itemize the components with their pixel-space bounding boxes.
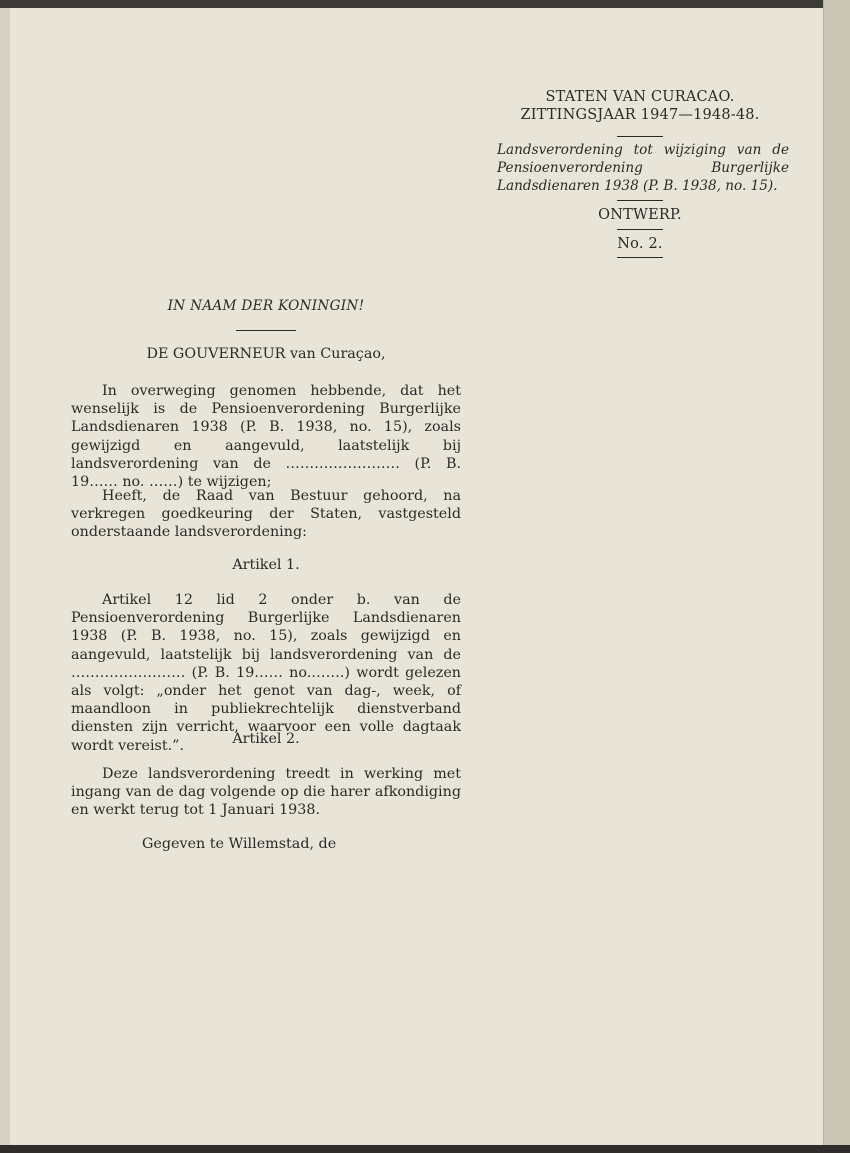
- draft-label: ONTWERP.: [598, 207, 682, 223]
- header-rule-4: [617, 257, 663, 258]
- article-2-text: Deze landsverordening treedt in werking met ingang van de dag volgende op die harer afkondiging en werkt terug tot 1 Januari 1938.: [71, 766, 461, 819]
- header-rule-2: [617, 200, 663, 201]
- header-title: STATEN VAN CURACAO.: [545, 89, 735, 105]
- page-edge-left: [0, 0, 10, 1153]
- header-block: [495, 89, 785, 137]
- enacting-clause: [71, 487, 461, 542]
- header-subject: Landsverordening tot wijziging van de Pensioenverordening Burgerlijke Landsdienaren 1938 (P. B. 1938, no. 15).: [497, 142, 789, 194]
- given-line: Gegeven te Willemstad, de: [142, 836, 337, 852]
- article-1-heading: Artikel 1.: [232, 557, 300, 573]
- page-edge-bottom: [0, 1145, 850, 1153]
- preamble: [71, 382, 461, 491]
- article-2: [71, 765, 461, 820]
- header-rule-1: [617, 136, 663, 137]
- invocation-rule: [236, 330, 296, 331]
- enacting-text: Heeft, de Raad van Bestuur gehoord, na verkregen goedkeuring der Staten, vastgesteld onderstaande landsverordening:: [71, 488, 461, 541]
- page-edge-right: [823, 0, 850, 1153]
- invocation: IN NAAM DER KONINGIN!: [167, 298, 365, 314]
- preamble-text: In overweging genomen hebbende, dat het wenselijk is de Pensioenverordening Burgerlijke Landsdienaren 1938 (P. B. 1938, no. 15), zoals gewijzigd en aangevuld, laatstelijk bij landsverordening van de …………………… (P. B. 19…… no. ……) te wijzigen;: [71, 383, 461, 491]
- article-2-heading: Artikel 2.: [232, 731, 300, 747]
- article-1-text: Artikel 12 lid 2 onder b. van de Pensioenverordening Burgerlijke Landsdienaren 1938 (P. B. 1938, no. 15), zoals gewijzigd en aangevuld, laatstelijk bij landsverordening van de …………………… (P. B. 19…… no.…….) wordt gelezen als volgt: „onder het genot van dag-, week, of maandloon in publiekrechtelijk dienstverband diensten zijn verricht, waarvoor een volle dagtaak wordt vereist.”.: [71, 592, 461, 754]
- page-edge-top: [0, 0, 850, 8]
- header-session: ZITTINGSJAAR 1947—1948-48.: [520, 107, 760, 123]
- governor-line: DE GOUVERNEUR van Curaçao,: [146, 346, 386, 362]
- header-block-lower: [495, 200, 785, 258]
- header-rule-3: [617, 229, 663, 230]
- document-number: No. 2.: [617, 236, 663, 252]
